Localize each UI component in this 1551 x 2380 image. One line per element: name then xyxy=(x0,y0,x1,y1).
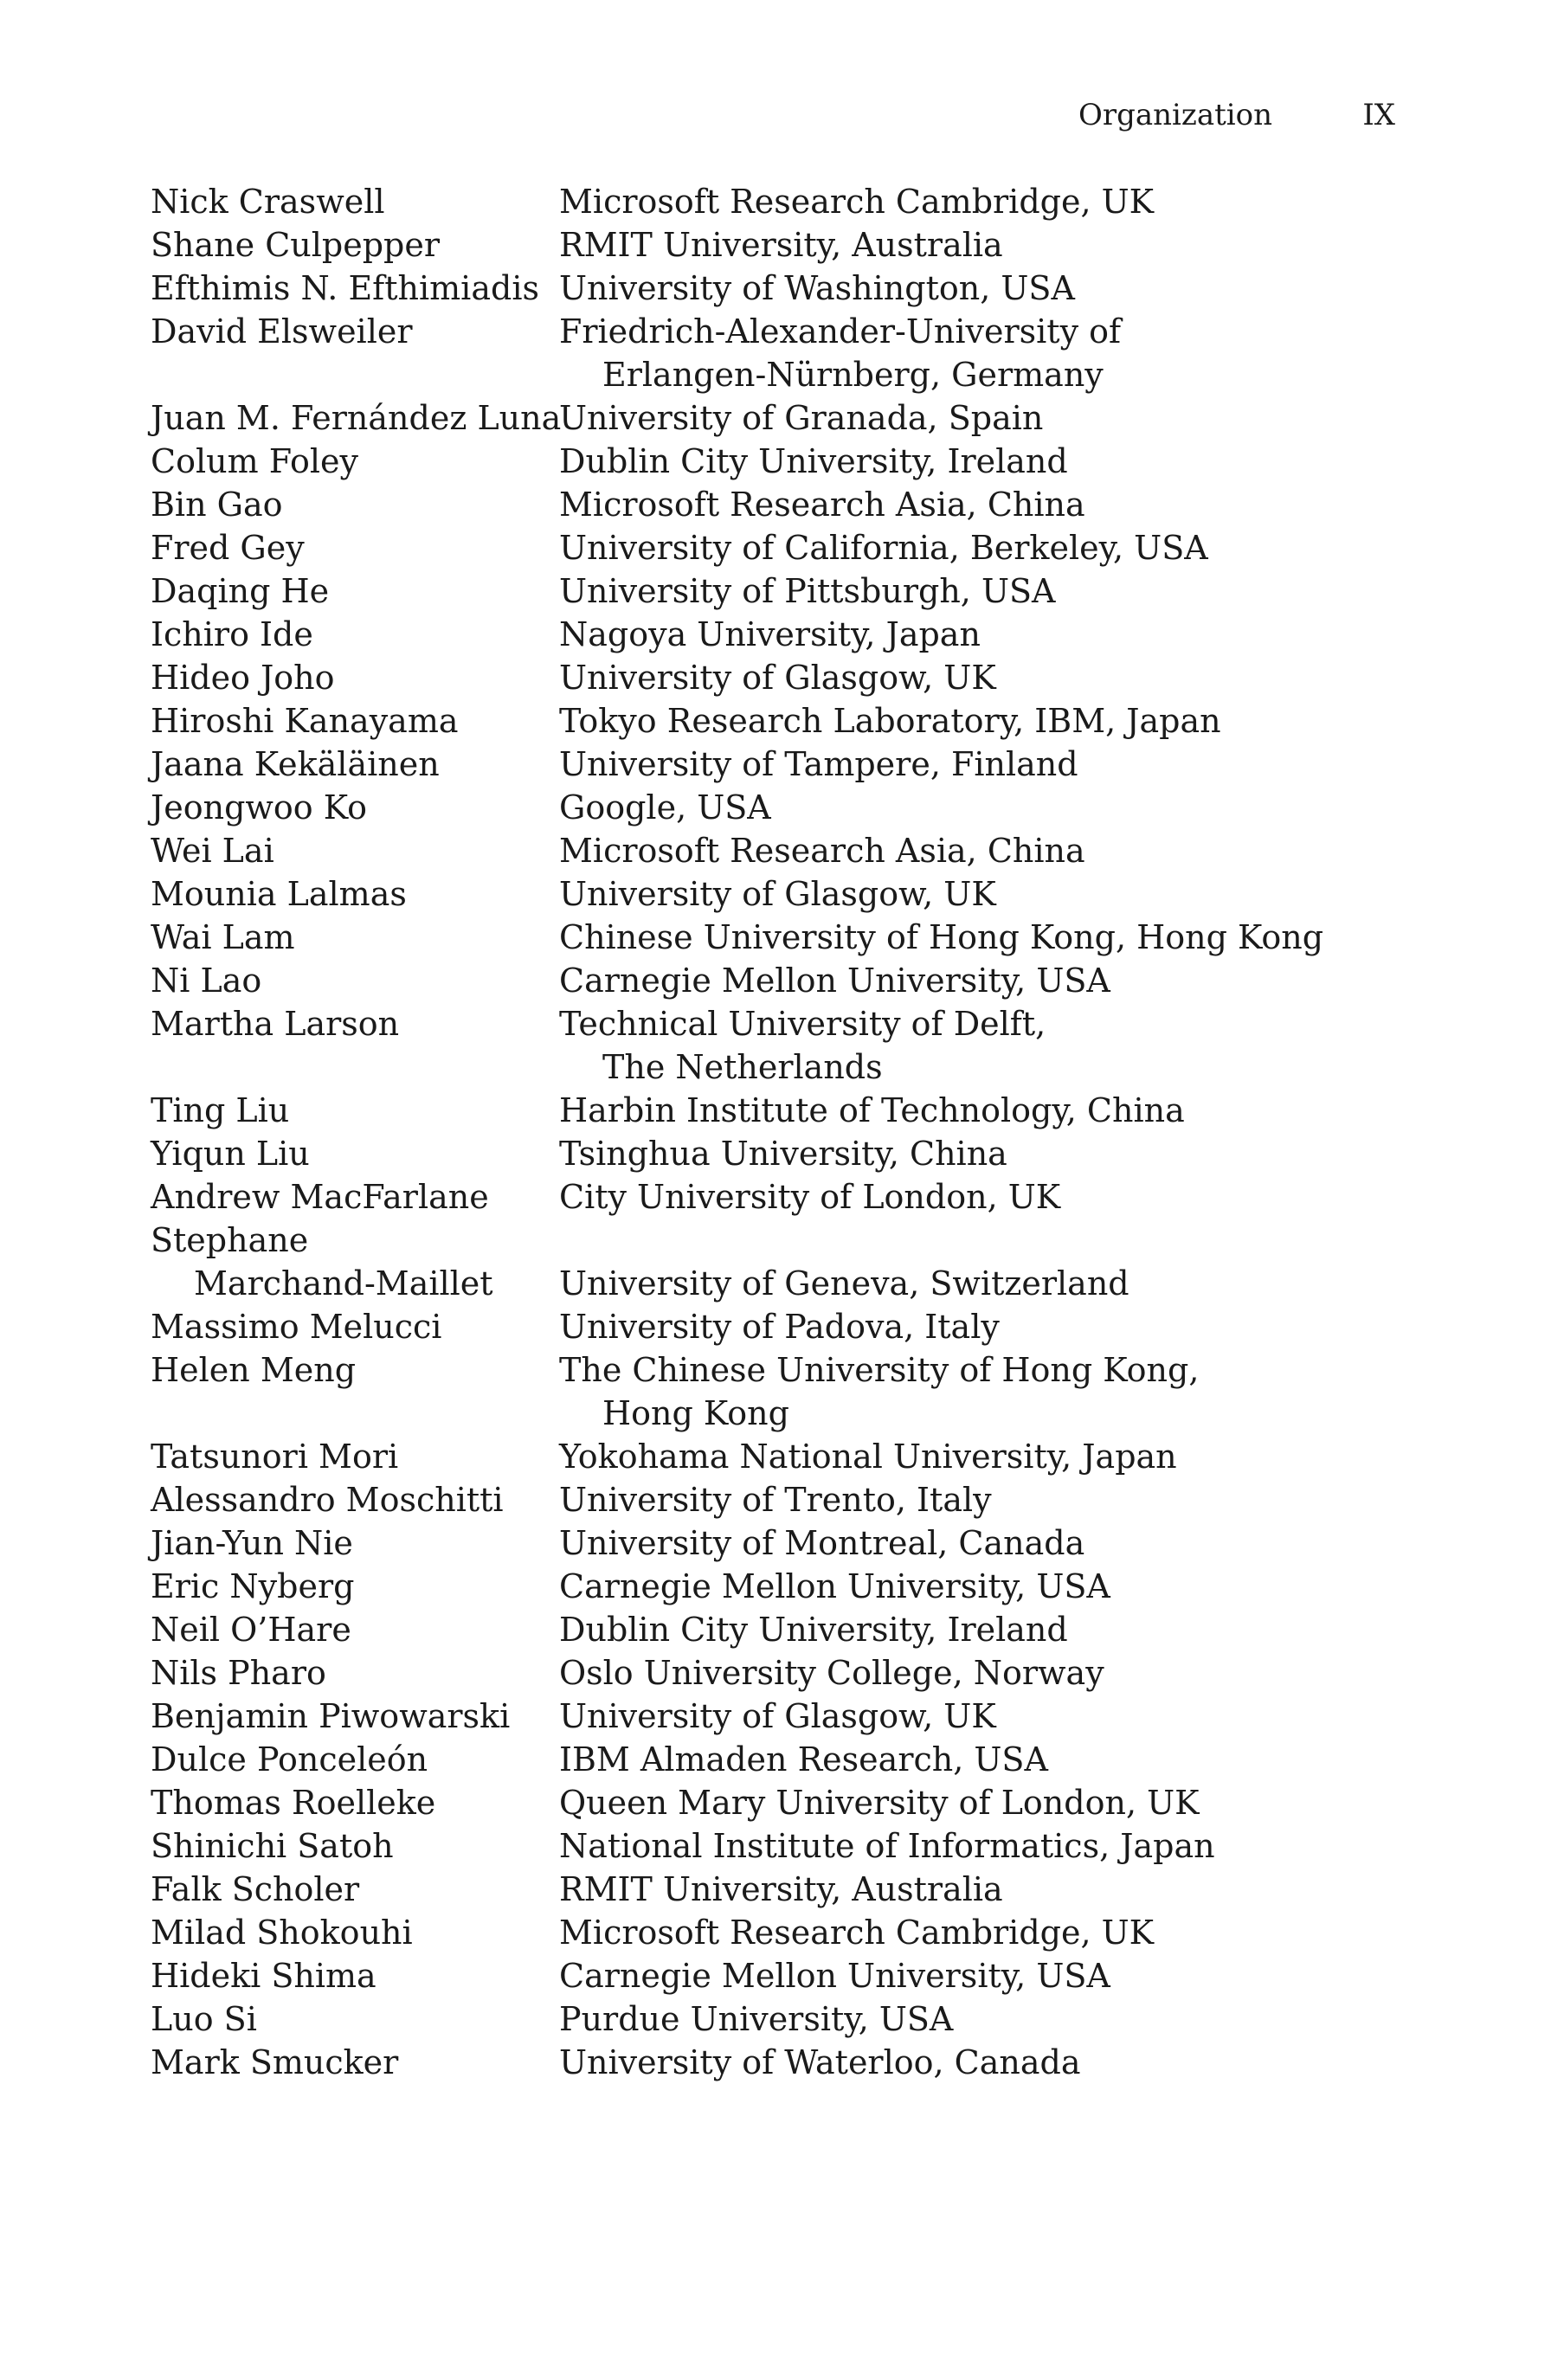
member-affiliation xyxy=(559,223,1397,267)
member-affiliation xyxy=(559,440,1397,483)
member-affiliation xyxy=(559,872,1397,916)
member-affiliation xyxy=(559,1651,1397,1695)
member-name-line: Falk Scholer xyxy=(151,1870,360,1908)
member-affiliation xyxy=(559,396,1397,440)
member-name xyxy=(151,699,559,743)
member-name xyxy=(151,1219,559,1305)
member-name xyxy=(151,1089,559,1132)
committee-member-row xyxy=(151,1997,1397,2041)
member-affiliation xyxy=(559,916,1397,959)
member-name xyxy=(151,1824,559,1868)
committee-member-row xyxy=(151,1695,1397,1738)
member-affiliation-line: University of Padova, Italy xyxy=(559,1308,1000,1346)
member-name xyxy=(151,1175,559,1219)
member-affiliation-line: University of Waterloo, Canada xyxy=(559,2043,1081,2081)
member-affiliation xyxy=(559,1738,1397,1781)
member-name-line: Shinichi Satoh xyxy=(151,1827,394,1865)
committee-member-row xyxy=(151,1305,1397,1348)
member-affiliation xyxy=(559,1219,1397,1305)
committee-member-row xyxy=(151,699,1397,743)
member-name-line: Milad Shokouhi xyxy=(151,1914,413,1952)
member-affiliation xyxy=(559,1175,1397,1219)
member-affiliation-line: Google, USA xyxy=(559,788,771,827)
member-name xyxy=(151,1868,559,1911)
member-affiliation-line: IBM Almaden Research, USA xyxy=(559,1740,1048,1779)
member-affiliation-line: Tsinghua University, China xyxy=(559,1135,1007,1173)
member-name-line: Stephane xyxy=(151,1221,309,1259)
committee-member-row xyxy=(151,786,1397,829)
member-name xyxy=(151,1565,559,1608)
member-affiliation xyxy=(559,1478,1397,1521)
member-affiliation-line: Dublin City University, Ireland xyxy=(559,1611,1068,1649)
member-affiliation-line: Queen Mary University of London, UK xyxy=(559,1784,1200,1822)
member-name xyxy=(151,267,559,310)
member-name-line: Fred Gey xyxy=(151,529,305,567)
member-affiliation xyxy=(559,569,1397,613)
member-affiliation-line: University of California, Berkeley, USA xyxy=(559,529,1208,567)
member-affiliation-line: Oslo University College, Norway xyxy=(559,1654,1104,1692)
committee-member-row xyxy=(151,1781,1397,1824)
member-affiliation xyxy=(559,180,1397,223)
member-name-line: Ichiro Ide xyxy=(151,615,313,653)
member-affiliation xyxy=(559,613,1397,656)
committee-member-row xyxy=(151,1175,1397,1219)
member-affiliation xyxy=(559,1002,1397,1089)
running-header xyxy=(0,93,1551,137)
member-name xyxy=(151,1651,559,1695)
member-affiliation-line: Tokyo Research Laboratory, IBM, Japan xyxy=(559,702,1221,740)
member-affiliation xyxy=(559,1132,1397,1175)
committee-member-row xyxy=(151,310,1397,396)
member-name-line: Ni Lao xyxy=(151,962,262,1000)
member-affiliation xyxy=(559,1695,1397,1738)
member-affiliation-line: Dublin City University, Ireland xyxy=(559,442,1068,480)
member-affiliation xyxy=(559,1608,1397,1651)
committee-member-row xyxy=(151,483,1397,526)
member-affiliation-line: University of Granada, Spain xyxy=(559,399,1044,437)
committee-member-row xyxy=(151,2041,1397,2084)
member-affiliation xyxy=(559,829,1397,872)
member-name xyxy=(151,440,559,483)
member-affiliation xyxy=(559,1435,1397,1478)
member-name xyxy=(151,2041,559,2084)
member-affiliation xyxy=(559,1868,1397,1911)
member-name-line: Benjamin Piwowarski xyxy=(151,1697,511,1735)
member-affiliation-line: Microsoft Research Cambridge, UK xyxy=(559,1914,1155,1952)
member-affiliation-line: University of Washington, USA xyxy=(559,269,1075,307)
member-name xyxy=(151,613,559,656)
committee-member-row xyxy=(151,267,1397,310)
member-affiliation-line: Friedrich-Alexander-University of xyxy=(559,312,1122,351)
committee-member-row xyxy=(151,1132,1397,1175)
member-name-line: Daqing He xyxy=(151,572,330,610)
member-affiliation xyxy=(559,743,1397,786)
member-name xyxy=(151,223,559,267)
member-name xyxy=(151,1521,559,1565)
member-affiliation xyxy=(559,699,1397,743)
committee-member-row xyxy=(151,872,1397,916)
member-name xyxy=(151,1954,559,1997)
member-name xyxy=(151,829,559,872)
member-name-line: Massimo Melucci xyxy=(151,1308,442,1346)
member-affiliation-line: Harbin Institute of Technology, China xyxy=(559,1091,1185,1129)
committee-member-row xyxy=(151,1565,1397,1608)
committee-member-row xyxy=(151,1911,1397,1954)
member-affiliation-line: The Chinese University of Hong Kong, xyxy=(559,1351,1200,1389)
member-name-line: Eric Nyberg xyxy=(151,1567,355,1605)
committee-member-row xyxy=(151,1435,1397,1478)
committee-member-row xyxy=(151,180,1397,223)
member-name xyxy=(151,656,559,699)
member-name xyxy=(151,1695,559,1738)
member-affiliation xyxy=(559,1348,1397,1435)
member-name xyxy=(151,310,559,353)
member-name-line: Shane Culpepper xyxy=(151,226,441,264)
member-name-line: Hiroshi Kanayama xyxy=(151,702,459,740)
member-affiliation-line: Microsoft Research Cambridge, UK xyxy=(559,183,1155,221)
member-name-line: Bin Gao xyxy=(151,486,283,524)
committee-member-row xyxy=(151,613,1397,656)
member-affiliation xyxy=(559,1305,1397,1348)
member-name xyxy=(151,569,559,613)
member-affiliation xyxy=(559,1781,1397,1824)
member-name xyxy=(151,526,559,569)
committee-member-row xyxy=(151,440,1397,483)
member-affiliation-line: University of Tampere, Finland xyxy=(559,745,1078,783)
committee-member-row xyxy=(151,1219,1397,1305)
member-affiliation-line: University of Trento, Italy xyxy=(559,1481,992,1519)
member-affiliation xyxy=(559,310,1397,396)
member-affiliation xyxy=(559,656,1397,699)
member-affiliation-line: University of Geneva, Switzerland xyxy=(559,1264,1129,1303)
member-name-line: Andrew MacFarlane xyxy=(151,1178,489,1216)
member-name xyxy=(151,483,559,526)
member-affiliation-line: Yokohama National University, Japan xyxy=(559,1438,1177,1476)
member-name xyxy=(151,1997,559,2041)
committee-member-row xyxy=(151,1868,1397,1911)
member-affiliation-line: Purdue University, USA xyxy=(559,2000,954,2038)
member-name-line: Efthimis N. Efthimiadis xyxy=(151,269,539,307)
member-affiliation xyxy=(559,1565,1397,1608)
member-name-line: Juan M. Fernández Luna xyxy=(151,399,562,437)
member-name-line: Dulce Ponceleón xyxy=(151,1740,428,1779)
committee-member-row xyxy=(151,526,1397,569)
committee-member-row xyxy=(151,743,1397,786)
member-name-line: Nick Craswell xyxy=(151,183,385,221)
member-name-line: David Elsweiler xyxy=(151,312,413,351)
member-affiliation xyxy=(559,267,1397,310)
committee-member-row xyxy=(151,396,1397,440)
committee-member-row xyxy=(151,1738,1397,1781)
member-affiliation-line: University of Montreal, Canada xyxy=(559,1524,1085,1562)
member-name xyxy=(151,872,559,916)
member-name xyxy=(151,743,559,786)
committee-member-row xyxy=(151,829,1397,872)
member-name xyxy=(151,916,559,959)
member-name-line: Jaana Kekäläinen xyxy=(151,745,440,783)
member-affiliation xyxy=(559,1954,1397,1997)
member-name-line: Nils Pharo xyxy=(151,1654,326,1692)
committee-member-row xyxy=(151,656,1397,699)
member-name xyxy=(151,1348,559,1392)
member-affiliation-line: Technical University of Delft, xyxy=(559,1005,1046,1043)
member-affiliation xyxy=(559,786,1397,829)
member-name xyxy=(151,959,559,1002)
section-title: Organization xyxy=(1078,98,1272,132)
member-name-line: Helen Meng xyxy=(151,1351,357,1389)
member-affiliation-line: University of Glasgow, UK xyxy=(559,659,996,697)
member-affiliation-line: RMIT University, Australia xyxy=(559,226,1003,264)
member-affiliation-line: University of Pittsburgh, USA xyxy=(559,572,1056,610)
member-name-line: Marchand-Maillet xyxy=(194,1264,493,1303)
member-affiliation xyxy=(559,1824,1397,1868)
committee-member-row xyxy=(151,569,1397,613)
member-name-line: Hideki Shima xyxy=(151,1957,376,1995)
member-name xyxy=(151,1002,559,1045)
committee-member-row xyxy=(151,1954,1397,1997)
member-affiliation xyxy=(559,526,1397,569)
member-name-line: Wei Lai xyxy=(151,832,274,870)
member-name-line: Tatsunori Mori xyxy=(151,1438,399,1476)
member-affiliation-line: Erlangen-Nürnberg, Germany xyxy=(602,356,1104,394)
member-name xyxy=(151,1132,559,1175)
member-name-line: Ting Liu xyxy=(151,1091,290,1129)
member-name-line: Colum Foley xyxy=(151,442,358,480)
committee-member-row xyxy=(151,1521,1397,1565)
member-name-line: Martha Larson xyxy=(151,1005,400,1043)
member-affiliation xyxy=(559,959,1397,1002)
member-name xyxy=(151,180,559,223)
member-name-line: Jian-Yun Nie xyxy=(151,1524,353,1562)
member-name xyxy=(151,396,562,440)
member-affiliation-line: Carnegie Mellon University, USA xyxy=(559,1957,1110,1995)
member-name-line: Mounia Lalmas xyxy=(151,875,407,913)
member-affiliation-line: Nagoya University, Japan xyxy=(559,615,981,653)
member-name xyxy=(151,1305,559,1348)
member-name xyxy=(151,1781,559,1824)
member-affiliation-line: RMIT University, Australia xyxy=(559,1870,1003,1908)
member-affiliation-line: University of Glasgow, UK xyxy=(559,875,996,913)
member-affiliation-line: Microsoft Research Asia, China xyxy=(559,486,1085,524)
member-name-line: Yiqun Liu xyxy=(151,1135,310,1173)
member-name-line: Mark Smucker xyxy=(151,2043,399,2081)
member-name xyxy=(151,1435,559,1478)
member-name-line: Alessandro Moschitti xyxy=(151,1481,504,1519)
member-affiliation-line xyxy=(559,1219,1397,1262)
committee-member-row xyxy=(151,916,1397,959)
member-name xyxy=(151,786,559,829)
member-affiliation xyxy=(559,2041,1397,2084)
member-name-line: Thomas Roelleke xyxy=(151,1784,436,1822)
member-affiliation-line: Hong Kong xyxy=(602,1394,789,1432)
member-affiliation-line: Carnegie Mellon University, USA xyxy=(559,962,1110,1000)
member-affiliation xyxy=(559,1089,1397,1132)
member-affiliation xyxy=(559,1521,1397,1565)
member-name xyxy=(151,1911,559,1954)
member-name-line: Wai Lam xyxy=(151,918,295,956)
committee-member-row xyxy=(151,959,1397,1002)
committee-member-row xyxy=(151,1002,1397,1089)
member-name-line: Jeongwoo Ko xyxy=(151,788,368,827)
member-affiliation-line: Chinese University of Hong Kong, Hong Kong xyxy=(559,918,1324,956)
member-affiliation xyxy=(559,483,1397,526)
member-affiliation-line: City University of London, UK xyxy=(559,1178,1061,1216)
committee-member-row xyxy=(151,1824,1397,1868)
member-affiliation xyxy=(559,1911,1397,1954)
member-name-line: Luo Si xyxy=(151,2000,257,2038)
member-affiliation-line: The Netherlands xyxy=(602,1048,883,1086)
page-number: IX xyxy=(1362,98,1395,132)
member-name-line: Neil O’Hare xyxy=(151,1611,351,1649)
committee-member-row xyxy=(151,223,1397,267)
member-name-line: Hideo Joho xyxy=(151,659,335,697)
committee-member-row xyxy=(151,1608,1397,1651)
member-affiliation-line: University of Glasgow, UK xyxy=(559,1697,996,1735)
member-affiliation-line: Microsoft Research Asia, China xyxy=(559,832,1085,870)
member-affiliation-line: Carnegie Mellon University, USA xyxy=(559,1567,1110,1605)
member-name xyxy=(151,1608,559,1651)
member-name xyxy=(151,1478,559,1521)
committee-member-row xyxy=(151,1089,1397,1132)
member-affiliation xyxy=(559,1997,1397,2041)
committee-member-row xyxy=(151,1651,1397,1695)
member-name xyxy=(151,1738,559,1781)
committee-member-row xyxy=(151,1348,1397,1435)
member-affiliation-line: National Institute of Informatics, Japan xyxy=(559,1827,1215,1865)
committee-list xyxy=(151,180,1397,2084)
committee-member-row xyxy=(151,1478,1397,1521)
